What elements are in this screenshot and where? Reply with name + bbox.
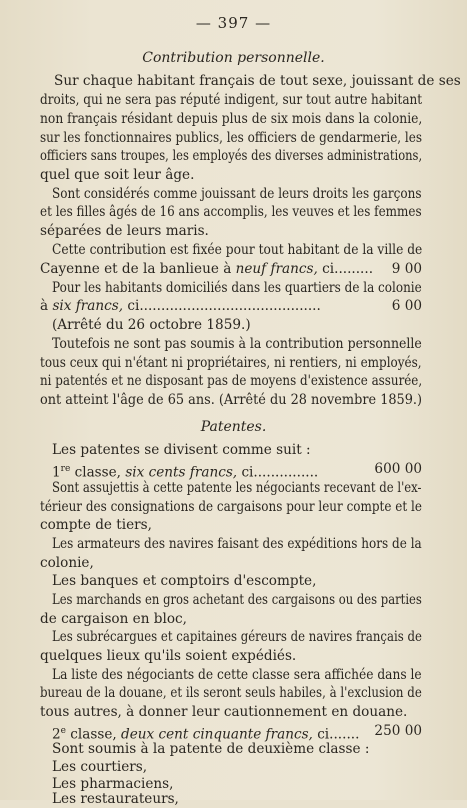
text-line: séparées de leurs maris.	[40, 223, 209, 239]
text-line: de cargaison en bloc,	[40, 611, 187, 627]
text-line: Sont assujettis à cette patente les négociants recevant de l'ex-	[52, 480, 422, 496]
amount: 250 00	[374, 723, 422, 739]
text-line: ont atteint l'âge de 65 ans. (Arrêté du 28 novembre 1859.)	[40, 392, 423, 408]
italic-amount-words: deux cent cinquante francs,	[121, 726, 313, 743]
text-line: compte de tiers,	[40, 517, 152, 533]
text-line: Toutefois ne sont pas soumis à la contribution personnelle	[52, 336, 422, 352]
text-line	[40, 297, 358, 315]
text-line	[40, 260, 373, 278]
text-line: ni patentés et ne disposant pas de moyens d'existence assurée,	[40, 373, 423, 389]
text-line: officiers sans troupes, les employés des diverses administrations,	[40, 148, 423, 164]
text-span: classe,	[65, 726, 122, 743]
ordinal-suffix: e	[60, 726, 66, 736]
text-line: et les filles âgés de 16 ans accomplis, les veuves et les femmes	[40, 204, 422, 220]
section-heading-contribution: Contribution personnelle.	[142, 50, 325, 66]
text-line: (Arrêté du 26 octobre 1859.)	[52, 317, 251, 333]
text-line: Les armateurs des navires faisant des expéditions hors de la	[52, 536, 422, 552]
italic-amount-words: neuf francs,	[235, 261, 318, 277]
ordinal-suffix: re	[60, 464, 71, 474]
text-span: 2	[52, 726, 61, 743]
list-item: Les restaurateurs,	[52, 791, 179, 807]
italic-amount-words: six francs,	[52, 298, 124, 314]
text-line: Les marchands en gros achetant des cargaisons ou des parties	[52, 592, 422, 608]
text-line: quel que soit leur âge.	[40, 167, 195, 183]
amount: 600 00	[374, 461, 422, 477]
text-line: tous autres, à donner leur cautionnement en douane.	[40, 704, 408, 720]
leader-dots: ci.......	[312, 726, 360, 743]
text-line: colonie,	[40, 555, 94, 571]
list-item: Les courtiers,	[52, 759, 148, 775]
text-line: Sont considérés comme jouissant de leurs droits les garçons	[52, 186, 422, 202]
text-line: droits, qui ne sera pas réputé indigent, sur tout autre habitant	[40, 92, 423, 108]
text-line: Les subrécargues et capitaines géreurs de navires français de	[52, 629, 422, 645]
text-line: Cette contribution est fixée pour tout habitant de la ville de	[52, 242, 423, 258]
text-line: Les patentes se divisent comme suit :	[52, 442, 311, 458]
text-line: non français résidant depuis plus de six mois dans la colonie,	[40, 111, 423, 127]
text-line: Sur chaque habitant français de tout sexe, jouissant de ses	[54, 73, 461, 89]
text-span: classe,	[70, 464, 126, 481]
text-line: sur les fonctionnaires publics, les officiers de gendarmerie, les	[40, 130, 423, 146]
text-span: à	[40, 298, 53, 314]
page-number: — 397 —	[195, 14, 272, 32]
text-span: 1	[52, 464, 61, 481]
text-span: Cayenne et de la banlieue à	[40, 261, 236, 277]
text-line: térieur des consignations de cargaisons pour leur compte et le	[40, 499, 422, 515]
leader-dots: ci..........................................	[123, 298, 321, 314]
leader-dots: ci.........	[317, 261, 374, 277]
text-line: tous ceux qui n'étant ni propriétaires, ni rentiers, ni employés,	[40, 355, 422, 371]
text-line: quelques lieux qu'ils soient expédiés.	[40, 648, 297, 664]
text-line: Sont soumis à la patente de deuxième classe :	[52, 741, 370, 757]
amount: 6 00	[391, 298, 422, 314]
text-line: Pour les habitants domiciliés dans les quartiers de la colonie	[52, 280, 422, 296]
text-line: bureau de la douane, et ils seront seuls habiles, à l'exclusion de	[40, 685, 422, 701]
leader-dots: ci...............	[237, 464, 319, 481]
italic-amount-words: six cents francs,	[125, 464, 238, 481]
section-heading-patentes: Patentes.	[200, 419, 267, 435]
text-line: Les banques et comptoirs d'escompte,	[52, 573, 317, 589]
list-item: Les pharmaciens,	[52, 776, 174, 792]
amount: 9 00	[391, 261, 422, 277]
text-line: La liste des négociants de cette classe sera affichée dans le	[52, 667, 422, 683]
